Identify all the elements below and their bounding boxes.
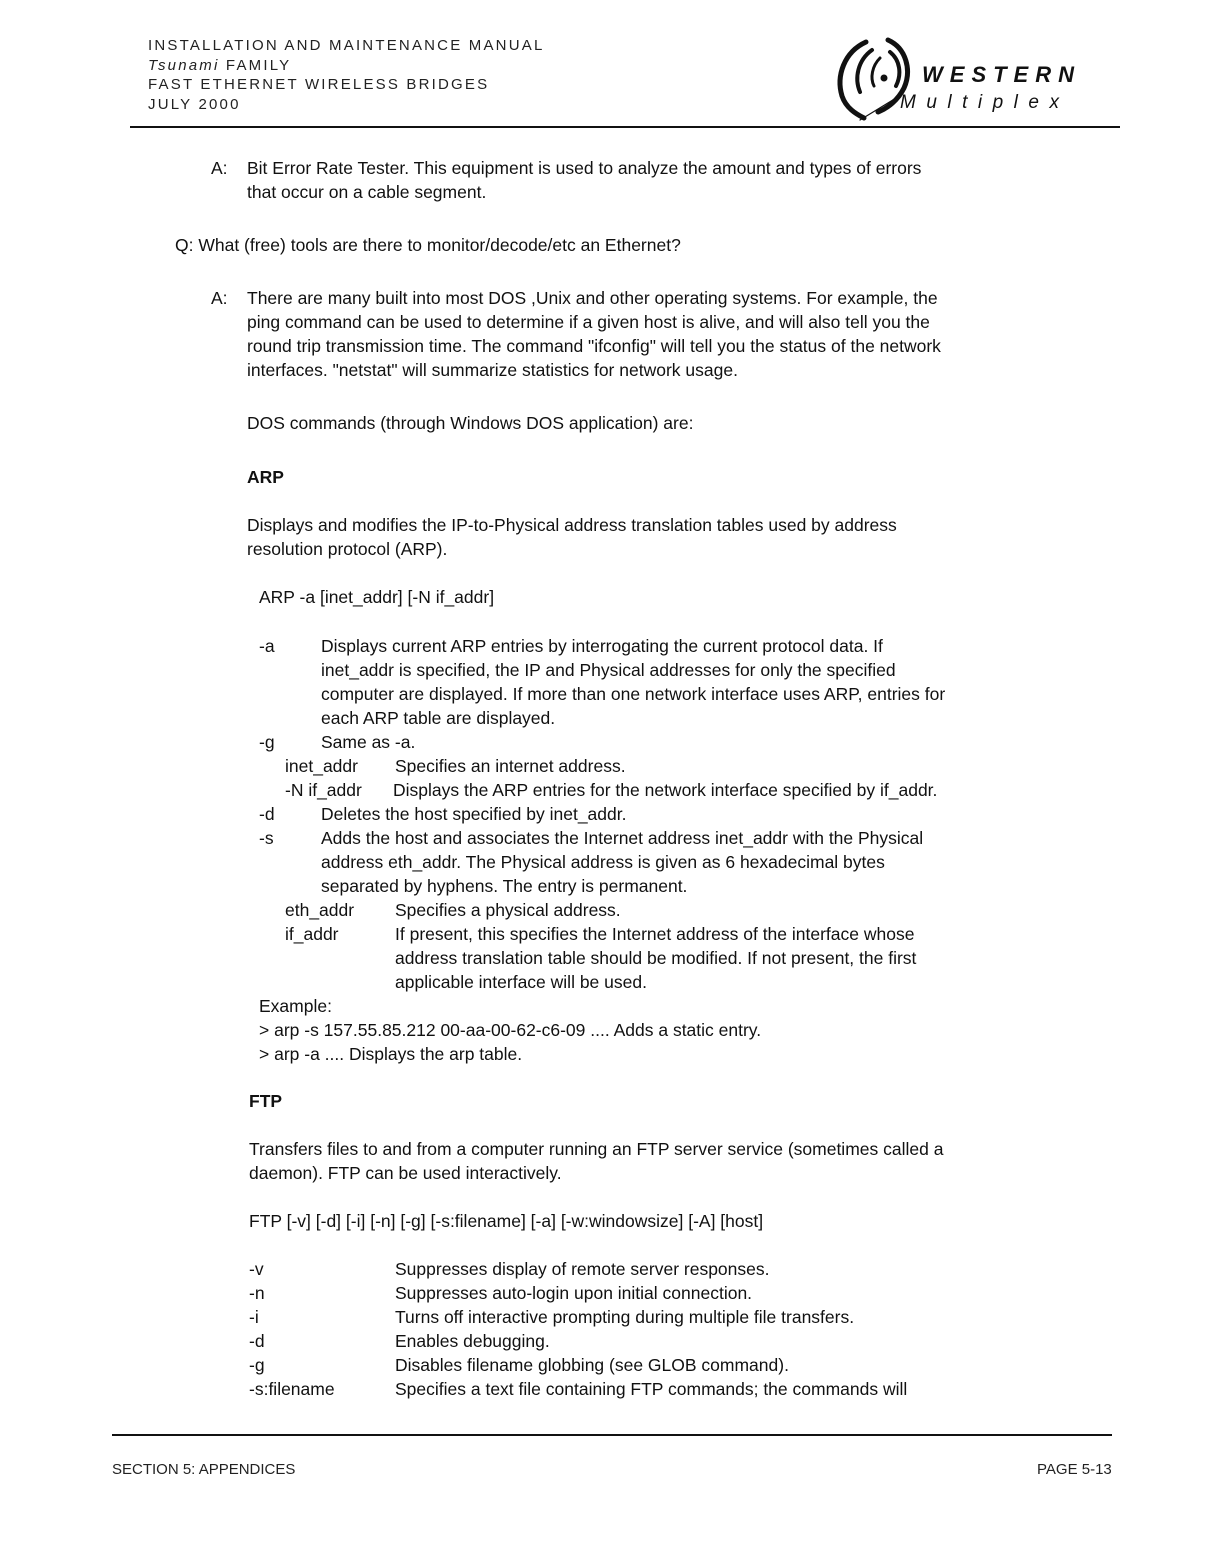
footer-page-number: PAGE 5-13 <box>1037 1461 1112 1478</box>
answer-2-line: There are many built into most DOS ,Unix and other operating systems. For example, the <box>247 288 938 308</box>
arp-param-flag: if_addr <box>285 924 339 944</box>
ftp-description-line-2: daemon). FTP can be used interactively. <box>249 1163 562 1183</box>
ftp-option-text: Suppresses auto-login upon initial connection. <box>395 1283 753 1303</box>
arp-option-s-line: separated by hyphens. The entry is permanent. <box>321 876 688 896</box>
question-line: Q: What (free) tools are there to monitor/decode/etc an Ethernet? <box>175 235 681 255</box>
ftp-description-line-1: Transfers files to and from a computer running an FTP server service (sometimes called a <box>249 1139 944 1159</box>
ftp-option-text: Enables debugging. <box>395 1331 550 1351</box>
arp-syntax: ARP -a [inet_addr] [-N if_addr] <box>259 587 495 607</box>
answer-marker: A: <box>211 288 228 308</box>
answer-2-line: ping command can be used to determine if a given host is alive, and will also tell you the <box>247 312 930 332</box>
ftp-option-text: Turns off interactive prompting during multiple file transfers. <box>395 1307 855 1327</box>
arp-option-s-line: Adds the host and associates the Internet address inet_addr with the Physical <box>321 828 924 848</box>
ftp-heading: FTP <box>249 1091 283 1111</box>
ftp-option-flag: -g <box>249 1355 265 1375</box>
arp-option-a-line: computer are displayed. If more than one network interface uses ARP, entries for <box>321 684 946 704</box>
arp-heading: ARP <box>247 467 284 487</box>
arp-example-label: Example: <box>259 996 332 1016</box>
arp-option-a-line: inet_addr is specified, the IP and Physical addresses for only the specified <box>321 660 896 680</box>
ftp-option-flag: -s:filename <box>249 1379 335 1399</box>
ftp-option-flag: -i <box>249 1307 259 1327</box>
logo-wordmark-multiplex: Multiplex <box>900 92 1070 113</box>
ftp-option-flag: -v <box>249 1259 264 1279</box>
ftp-option-text: Disables filename globbing (see GLOB command). <box>395 1355 789 1375</box>
arp-option-s-line: address eth_addr. The Physical address is given as 6 hexadecimal bytes <box>321 852 885 872</box>
header-line-3: FAST ETHERNET WIRELESS BRIDGES <box>148 76 490 93</box>
arp-description-line-2: resolution protocol (ARP). <box>247 539 448 559</box>
arp-option-flag: -d <box>259 804 275 824</box>
ftp-option-flag: -d <box>249 1331 265 1351</box>
header-product-name: Tsunami <box>148 56 220 74</box>
header-line-2 <box>148 56 545 76</box>
arp-eth-addr-text: Specifies a physical address. <box>395 900 621 920</box>
dos-intro: DOS commands (through Windows DOS application) are: <box>247 413 694 433</box>
document-header <box>148 36 545 114</box>
ftp-syntax: FTP [-v] [-d] [-i] [-n] [-g] [-s:filename] [-a] [-w:windowsize] [-A] [host] <box>249 1211 764 1231</box>
arp-option-a-line: each ARP table are displayed. <box>321 708 556 728</box>
arp-option-flag: -g <box>259 732 275 752</box>
ftp-option-flag: -n <box>249 1283 265 1303</box>
header-rule <box>130 126 1120 128</box>
arp-param-flag: inet_addr <box>285 756 358 776</box>
footer-rule <box>112 1434 1112 1436</box>
header-line-4: JULY 2000 <box>148 95 241 113</box>
arp-option-flag: -s <box>259 828 274 848</box>
answer-1-line-2: that occur on a cable segment. <box>247 182 487 202</box>
arp-option-a-line: Displays current ARP entries by interrogating the current protocol data. If <box>321 636 883 656</box>
arp-option-g-text: Same as -a. <box>321 732 416 752</box>
logo-wordmark-western: WESTERN <box>922 62 1081 87</box>
arp-param-flag: eth_addr <box>285 900 355 920</box>
ftp-option-text: Specifies a text file containing FTP commands; the commands will <box>395 1379 908 1399</box>
arp-description-line-1: Displays and modifies the IP-to-Physical address translation tables used by address <box>247 515 897 535</box>
header-line-1: INSTALLATION AND MAINTENANCE MANUAL <box>148 37 545 54</box>
answer-2-line: round trip transmission time. The command "ifconfig" will tell you the status of the network <box>247 336 941 356</box>
answer-2-line: interfaces. "netstat" will summarize statistics for network usage. <box>247 360 738 380</box>
arp-if-addr-line: applicable interface will be used. <box>395 972 647 992</box>
arp-option-flag: -a <box>259 636 275 656</box>
arp-n-text: Displays the ARP entries for the network interface specified by if_addr. <box>393 780 938 800</box>
arp-if-addr-line: address translation table should be modified. If not present, the first <box>395 948 917 968</box>
header-family: FAMILY <box>219 56 292 74</box>
arp-if-addr-line: If present, this specifies the Internet address of the interface whose <box>395 924 915 944</box>
arp-example-line: > arp -a .... Displays the arp table. <box>259 1044 523 1064</box>
arp-option-d-text: Deletes the host specified by inet_addr. <box>321 804 627 824</box>
arp-example-line: > arp -s 157.55.85.212 00-aa-00-62-c6-09 .... Adds a static entry. <box>259 1020 762 1040</box>
arp-param-flag: -N if_addr <box>285 780 362 800</box>
answer-marker: A: <box>211 158 228 178</box>
answer-1-line-1: Bit Error Rate Tester. This equipment is used to analyze the amount and types of errors <box>247 158 922 178</box>
footer-section: SECTION 5: APPENDICES <box>112 1461 296 1478</box>
arp-inet-addr-text: Specifies an internet address. <box>395 756 626 776</box>
ftp-option-text: Suppresses display of remote server responses. <box>395 1259 770 1279</box>
